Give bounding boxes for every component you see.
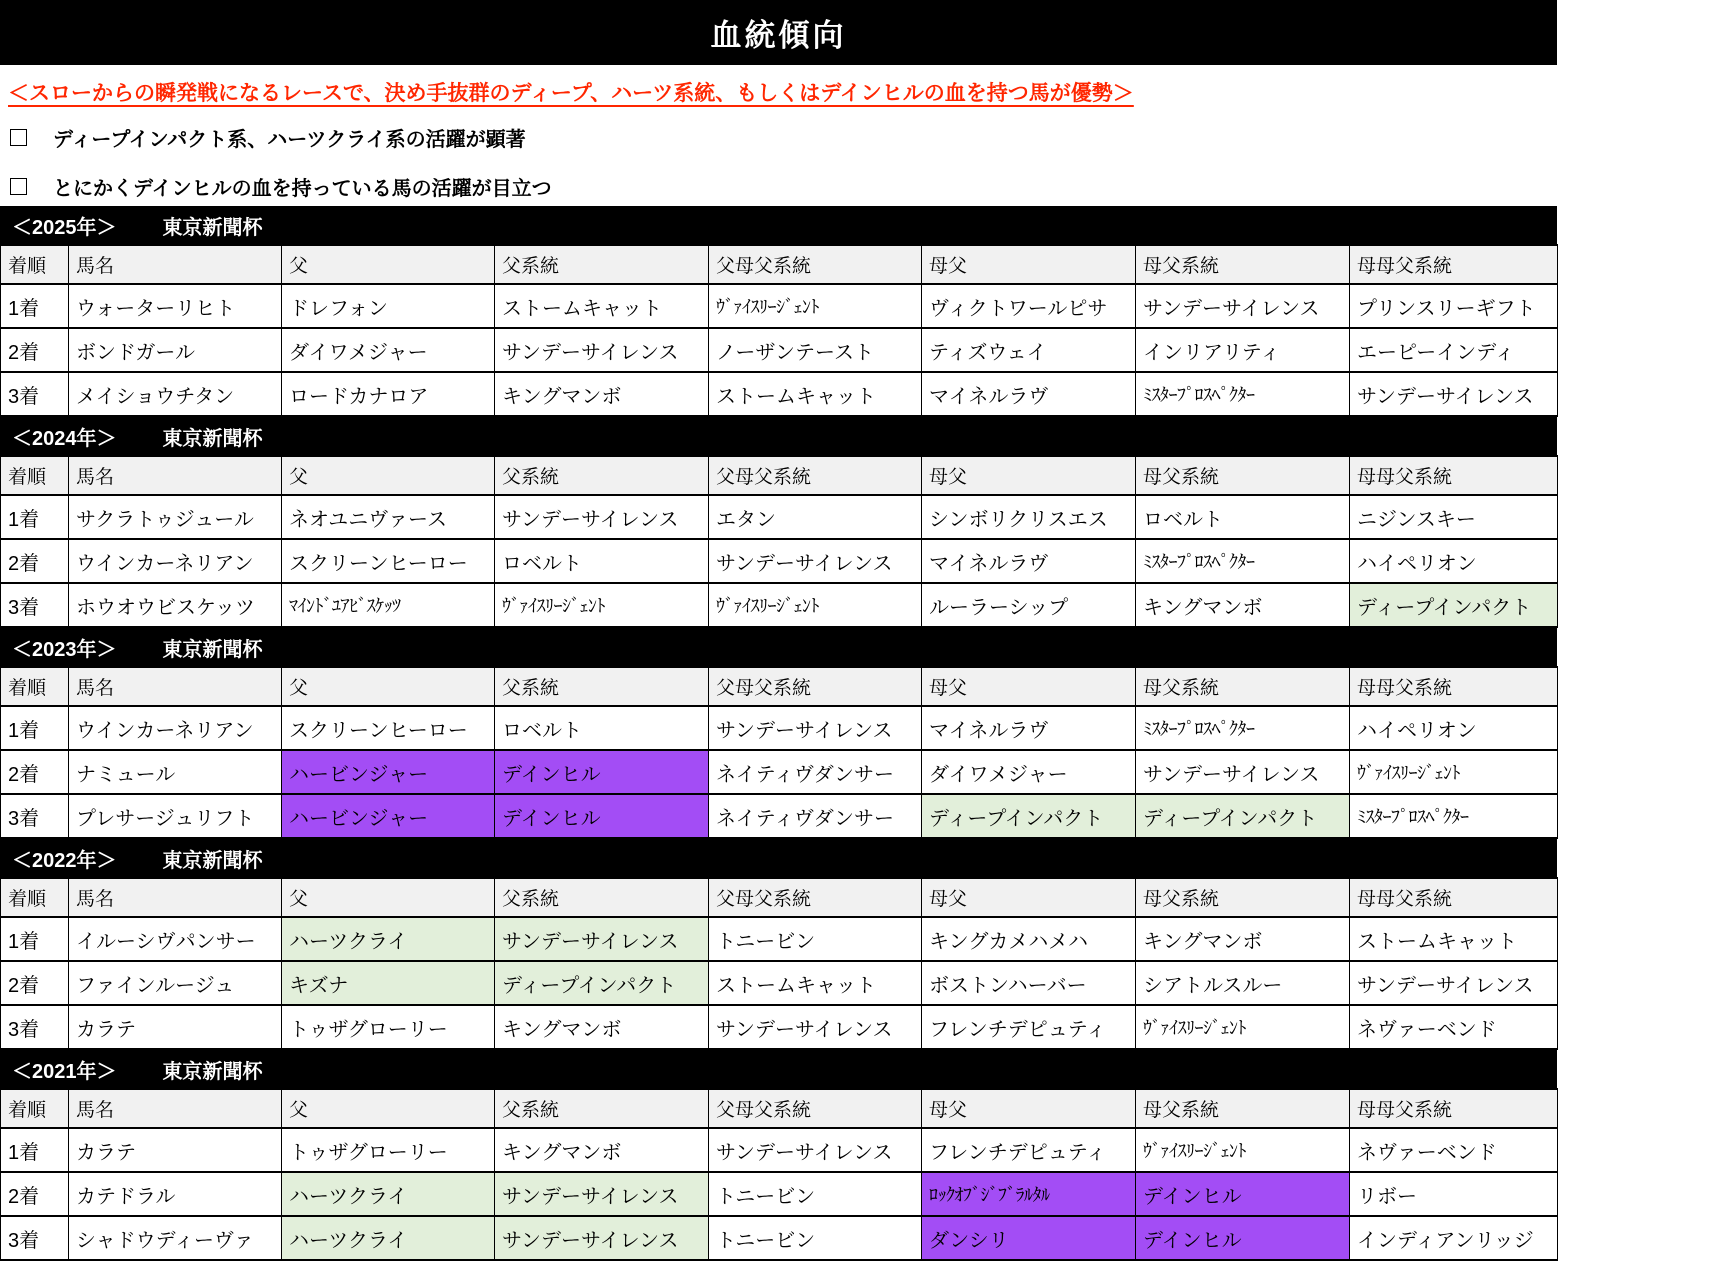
table-cell: サンデーサイレンス xyxy=(1136,750,1350,794)
table-cell: サンデーサイレンス xyxy=(495,328,709,372)
column-header: 馬名 xyxy=(69,667,282,706)
year-sections xyxy=(0,206,1557,1261)
table-cell: マイネルラヴ xyxy=(922,372,1136,416)
table-cell: プレサージュリフト xyxy=(69,794,282,838)
section-year-label: ＜2024年＞ xyxy=(12,427,117,450)
column-header: 父系統 xyxy=(495,456,709,495)
column-header: 着順 xyxy=(1,878,69,917)
table-cell: リボー xyxy=(1350,1172,1558,1216)
column-header: 着順 xyxy=(1,245,69,284)
column-header: 母母父系統 xyxy=(1350,878,1558,917)
table-cell: 2着 xyxy=(1,1172,69,1216)
table-cell: シンボリクリスエス xyxy=(922,495,1136,539)
title-bar xyxy=(0,0,1557,65)
year-section xyxy=(0,1050,1557,1261)
table-cell: デインヒル xyxy=(1136,1172,1350,1216)
table-cell: インリアリティ xyxy=(1136,328,1350,372)
table-cell: 2着 xyxy=(1,328,69,372)
table-cell: ダイワメジャー xyxy=(922,750,1136,794)
column-header: 母母父系統 xyxy=(1350,1089,1558,1128)
table-cell: メイショウチタン xyxy=(69,372,282,416)
table-cell: ロベルト xyxy=(495,706,709,750)
column-header: 馬名 xyxy=(69,878,282,917)
table-cell: ハービンジャー xyxy=(282,750,495,794)
intro-block xyxy=(0,65,1557,206)
column-header: 母父 xyxy=(922,878,1136,917)
table-row xyxy=(1,1172,1558,1216)
table-cell: ｳﾞｧｲｽﾘｰｼﾞｪﾝﾄ xyxy=(709,583,922,627)
column-header: 母父系統 xyxy=(1136,878,1350,917)
table-cell: サンデーサイレンス xyxy=(1350,372,1558,416)
table-cell: ニジンスキー xyxy=(1350,495,1558,539)
table-cell: サンデーサイレンス xyxy=(495,1172,709,1216)
table-cell: ﾐｽﾀｰﾌﾟﾛｽﾍﾟｸﾀｰ xyxy=(1136,539,1350,583)
table-cell: サンデーサイレンス xyxy=(495,495,709,539)
table-cell: マイネルラヴ xyxy=(922,539,1136,583)
table-cell: ロベルト xyxy=(1136,495,1350,539)
table-cell: 2着 xyxy=(1,961,69,1005)
table-cell: キングマンボ xyxy=(1136,917,1350,961)
column-header-row xyxy=(1,245,1558,284)
table-cell: サンデーサイレンス xyxy=(709,1128,922,1172)
table-cell: ウォーターリヒト xyxy=(69,284,282,328)
column-header: 着順 xyxy=(1,1089,69,1128)
checkbox-icon[interactable] xyxy=(10,178,27,195)
table-cell: ノーザンテースト xyxy=(709,328,922,372)
table-cell: キングマンボ xyxy=(1136,583,1350,627)
column-header: 父 xyxy=(282,878,495,917)
table-cell: エーピーインディ xyxy=(1350,328,1558,372)
column-header: 父 xyxy=(282,245,495,284)
year-section xyxy=(0,628,1557,839)
table-row xyxy=(1,1128,1558,1172)
table-cell: 1着 xyxy=(1,495,69,539)
section-header xyxy=(0,628,1557,666)
table-cell: ウインカーネリアン xyxy=(69,539,282,583)
table-cell: ﾛｯｸｵﾌﾞｼﾞﾌﾞﾗﾙﾀﾙ xyxy=(922,1172,1136,1216)
table-cell: 1着 xyxy=(1,1128,69,1172)
year-section xyxy=(0,839,1557,1050)
table-cell: ホウオウビスケッツ xyxy=(69,583,282,627)
table-cell: ストームキャット xyxy=(1350,917,1558,961)
table-cell: キングカメハメハ xyxy=(922,917,1136,961)
table-cell: ｳﾞｧｲｽﾘｰｼﾞｪﾝﾄ xyxy=(1350,750,1558,794)
bullet-item xyxy=(10,123,1549,152)
column-header: 父 xyxy=(282,456,495,495)
table-cell: ｳﾞｧｲｽﾘｰｼﾞｪﾝﾄ xyxy=(1136,1005,1350,1049)
column-header: 父系統 xyxy=(495,667,709,706)
table-cell: ボストンハーバー xyxy=(922,961,1136,1005)
section-race-name: 東京新聞杯 xyxy=(162,638,263,661)
column-header: 父母父系統 xyxy=(709,456,922,495)
table-row xyxy=(1,583,1558,627)
table-cell: デインヒル xyxy=(495,794,709,838)
column-header: 父母父系統 xyxy=(709,1089,922,1128)
table-cell: 3着 xyxy=(1,1005,69,1049)
table-cell: ｳﾞｧｲｽﾘｰｼﾞｪﾝﾄ xyxy=(709,284,922,328)
column-header: 父系統 xyxy=(495,245,709,284)
bullet-label: ディープインパクト系、ハーツクライ系の活躍が顕著 xyxy=(53,129,526,151)
table-cell: サンデーサイレンス xyxy=(709,1005,922,1049)
table-cell: デインヒル xyxy=(1136,1216,1350,1260)
table-cell: ボンドガール xyxy=(69,328,282,372)
column-header: 父 xyxy=(282,1089,495,1128)
column-header: 馬名 xyxy=(69,456,282,495)
pedigree-table xyxy=(0,1088,1558,1261)
table-cell: トニービン xyxy=(709,1216,922,1260)
table-cell: ティズウェイ xyxy=(922,328,1136,372)
column-header: 母父 xyxy=(922,245,1136,284)
table-cell: ネイティヴダンサー xyxy=(709,794,922,838)
table-cell: サンデーサイレンス xyxy=(1350,961,1558,1005)
table-cell: プリンスリーギフト xyxy=(1350,284,1558,328)
column-header: 母母父系統 xyxy=(1350,245,1558,284)
table-cell: キングマンボ xyxy=(495,372,709,416)
table-row xyxy=(1,706,1558,750)
table-row xyxy=(1,495,1558,539)
table-cell: カラテ xyxy=(69,1128,282,1172)
table-row xyxy=(1,1216,1558,1260)
table-cell: サンデーサイレンス xyxy=(495,917,709,961)
table-cell: エタン xyxy=(709,495,922,539)
column-header: 着順 xyxy=(1,456,69,495)
table-body xyxy=(1,917,1558,1049)
table-cell: マイネルラヴ xyxy=(922,706,1136,750)
table-body xyxy=(1,495,1558,627)
column-header: 馬名 xyxy=(69,1089,282,1128)
table-cell: ストームキャット xyxy=(709,372,922,416)
table-cell: ロードカナロア xyxy=(282,372,495,416)
section-year-label: ＜2025年＞ xyxy=(12,216,117,239)
table-cell: ネオユニヴァース xyxy=(282,495,495,539)
table-cell: 1着 xyxy=(1,917,69,961)
table-cell: ハイペリオン xyxy=(1350,706,1558,750)
column-header: 母父系統 xyxy=(1136,667,1350,706)
section-header xyxy=(0,839,1557,877)
column-header: 父母父系統 xyxy=(709,245,922,284)
table-cell: 2着 xyxy=(1,750,69,794)
table-cell: デインヒル xyxy=(495,750,709,794)
table-cell: ハービンジャー xyxy=(282,794,495,838)
section-race-name: 東京新聞杯 xyxy=(162,216,263,239)
table-cell: ルーラーシップ xyxy=(922,583,1136,627)
section-race-name: 東京新聞杯 xyxy=(162,427,263,450)
table-cell: キズナ xyxy=(282,961,495,1005)
column-header: 母父系統 xyxy=(1136,1089,1350,1128)
column-header: 母父 xyxy=(922,456,1136,495)
table-cell: 3着 xyxy=(1,583,69,627)
table-row xyxy=(1,961,1558,1005)
table-cell: インディアンリッジ xyxy=(1350,1216,1558,1260)
table-cell: ｳﾞｧｲｽﾘｰｼﾞｪﾝﾄ xyxy=(495,583,709,627)
table-cell: ハイペリオン xyxy=(1350,539,1558,583)
table-cell: トゥザグローリー xyxy=(282,1005,495,1049)
table-cell: 3着 xyxy=(1,1216,69,1260)
section-year-label: ＜2022年＞ xyxy=(12,849,117,872)
column-header: 母父 xyxy=(922,667,1136,706)
pedigree-table xyxy=(0,455,1558,628)
column-header: 母母父系統 xyxy=(1350,667,1558,706)
table-cell: ﾐｽﾀｰﾌﾟﾛｽﾍﾟｸﾀｰ xyxy=(1350,794,1558,838)
table-cell: サンデーサイレンス xyxy=(495,1216,709,1260)
pedigree-table xyxy=(0,877,1558,1050)
column-header-row xyxy=(1,1089,1558,1128)
table-row xyxy=(1,1005,1558,1049)
section-race-name: 東京新聞杯 xyxy=(162,1060,263,1083)
column-header: 父母父系統 xyxy=(709,878,922,917)
table-cell: ハーツクライ xyxy=(282,1172,495,1216)
table-cell: 3着 xyxy=(1,372,69,416)
table-cell: ディープインパクト xyxy=(495,961,709,1005)
section-header xyxy=(0,1050,1557,1088)
table-row xyxy=(1,539,1558,583)
table-cell: フレンチデピュティ xyxy=(922,1005,1136,1049)
table-row xyxy=(1,328,1558,372)
table-cell: ハーツクライ xyxy=(282,917,495,961)
table-cell: ダンシリ xyxy=(922,1216,1136,1260)
column-header-row xyxy=(1,878,1558,917)
table-cell: 1着 xyxy=(1,706,69,750)
column-header: 母母父系統 xyxy=(1350,456,1558,495)
table-body xyxy=(1,284,1558,416)
checkbox-icon[interactable] xyxy=(10,129,27,146)
page-title: 血統傾向 xyxy=(710,18,847,53)
table-row xyxy=(1,917,1558,961)
table-cell: ディープインパクト xyxy=(1136,794,1350,838)
table-cell: フレンチデピュティ xyxy=(922,1128,1136,1172)
table-body xyxy=(1,1128,1558,1260)
table-row xyxy=(1,284,1558,328)
bullet-list xyxy=(8,123,1549,201)
table-cell: ウインカーネリアン xyxy=(69,706,282,750)
table-row xyxy=(1,794,1558,838)
table-cell: サクラトゥジュール xyxy=(69,495,282,539)
pedigree-table xyxy=(0,666,1558,839)
headline: ＜スローからの瞬発戦になるレースで、決め手抜群のディープ、ハーツ系統、もしくはデインヒルの血を持つ馬が優勢＞ xyxy=(8,82,1134,105)
table-cell: イルーシヴパンサー xyxy=(69,917,282,961)
table-cell: ヴィクトワールピサ xyxy=(922,284,1136,328)
table-cell: ロベルト xyxy=(495,539,709,583)
table-cell: ダイワメジャー xyxy=(282,328,495,372)
table-cell: サンデーサイレンス xyxy=(709,706,922,750)
section-race-name: 東京新聞杯 xyxy=(162,849,263,872)
column-header: 父系統 xyxy=(495,1089,709,1128)
table-cell: スクリーンヒーロー xyxy=(282,706,495,750)
table-cell: ﾏｲﾝﾄﾞﾕｱﾋﾞｽｹｯﾂ xyxy=(282,583,495,627)
table-cell: トゥザグローリー xyxy=(282,1128,495,1172)
table-cell: スクリーンヒーロー xyxy=(282,539,495,583)
section-year-label: ＜2023年＞ xyxy=(12,638,117,661)
column-header: 母父系統 xyxy=(1136,245,1350,284)
table-cell: ディープインパクト xyxy=(1350,583,1558,627)
column-header: 父系統 xyxy=(495,878,709,917)
table-cell: カラテ xyxy=(69,1005,282,1049)
table-cell: ﾐｽﾀｰﾌﾟﾛｽﾍﾟｸﾀｰ xyxy=(1136,372,1350,416)
table-row xyxy=(1,372,1558,416)
table-cell: 2着 xyxy=(1,539,69,583)
column-header: 母父 xyxy=(922,1089,1136,1128)
table-cell: キングマンボ xyxy=(495,1128,709,1172)
year-section xyxy=(0,206,1557,417)
bullet-item xyxy=(10,172,1549,201)
table-body xyxy=(1,706,1558,838)
column-header: 馬名 xyxy=(69,245,282,284)
table-cell: トニービン xyxy=(709,917,922,961)
table-cell: ハーツクライ xyxy=(282,1216,495,1260)
year-section xyxy=(0,417,1557,628)
table-cell: カテドラル xyxy=(69,1172,282,1216)
table-cell: ネヴァーベンド xyxy=(1350,1128,1558,1172)
table-cell: ナミュール xyxy=(69,750,282,794)
section-header xyxy=(0,417,1557,455)
table-cell: ファインルージュ xyxy=(69,961,282,1005)
column-header: 父 xyxy=(282,667,495,706)
pedigree-table xyxy=(0,244,1558,417)
column-header-row xyxy=(1,456,1558,495)
table-cell: シャドウディーヴァ xyxy=(69,1216,282,1260)
table-cell: シアトルスルー xyxy=(1136,961,1350,1005)
column-header: 母父系統 xyxy=(1136,456,1350,495)
table-cell: ｳﾞｧｲｽﾘｰｼﾞｪﾝﾄ xyxy=(1136,1128,1350,1172)
table-cell: ﾐｽﾀｰﾌﾟﾛｽﾍﾟｸﾀｰ xyxy=(1136,706,1350,750)
table-cell: 1着 xyxy=(1,284,69,328)
table-cell: トニービン xyxy=(709,1172,922,1216)
section-header xyxy=(0,206,1557,244)
table-cell: ストームキャット xyxy=(495,284,709,328)
table-cell: ディープインパクト xyxy=(922,794,1136,838)
table-cell: ストームキャット xyxy=(709,961,922,1005)
table-cell: サンデーサイレンス xyxy=(1136,284,1350,328)
column-header: 着順 xyxy=(1,667,69,706)
column-header: 父母父系統 xyxy=(709,667,922,706)
table-cell: 3着 xyxy=(1,794,69,838)
table-cell: ドレフォン xyxy=(282,284,495,328)
table-cell: ネイティヴダンサー xyxy=(709,750,922,794)
table-row xyxy=(1,750,1558,794)
table-cell: ネヴァーベンド xyxy=(1350,1005,1558,1049)
section-year-label: ＜2021年＞ xyxy=(12,1060,117,1083)
table-cell: キングマンボ xyxy=(495,1005,709,1049)
column-header-row xyxy=(1,667,1558,706)
bullet-label: とにかくデインヒルの血を持っている馬の活躍が目立つ xyxy=(53,178,552,200)
table-cell: サンデーサイレンス xyxy=(709,539,922,583)
